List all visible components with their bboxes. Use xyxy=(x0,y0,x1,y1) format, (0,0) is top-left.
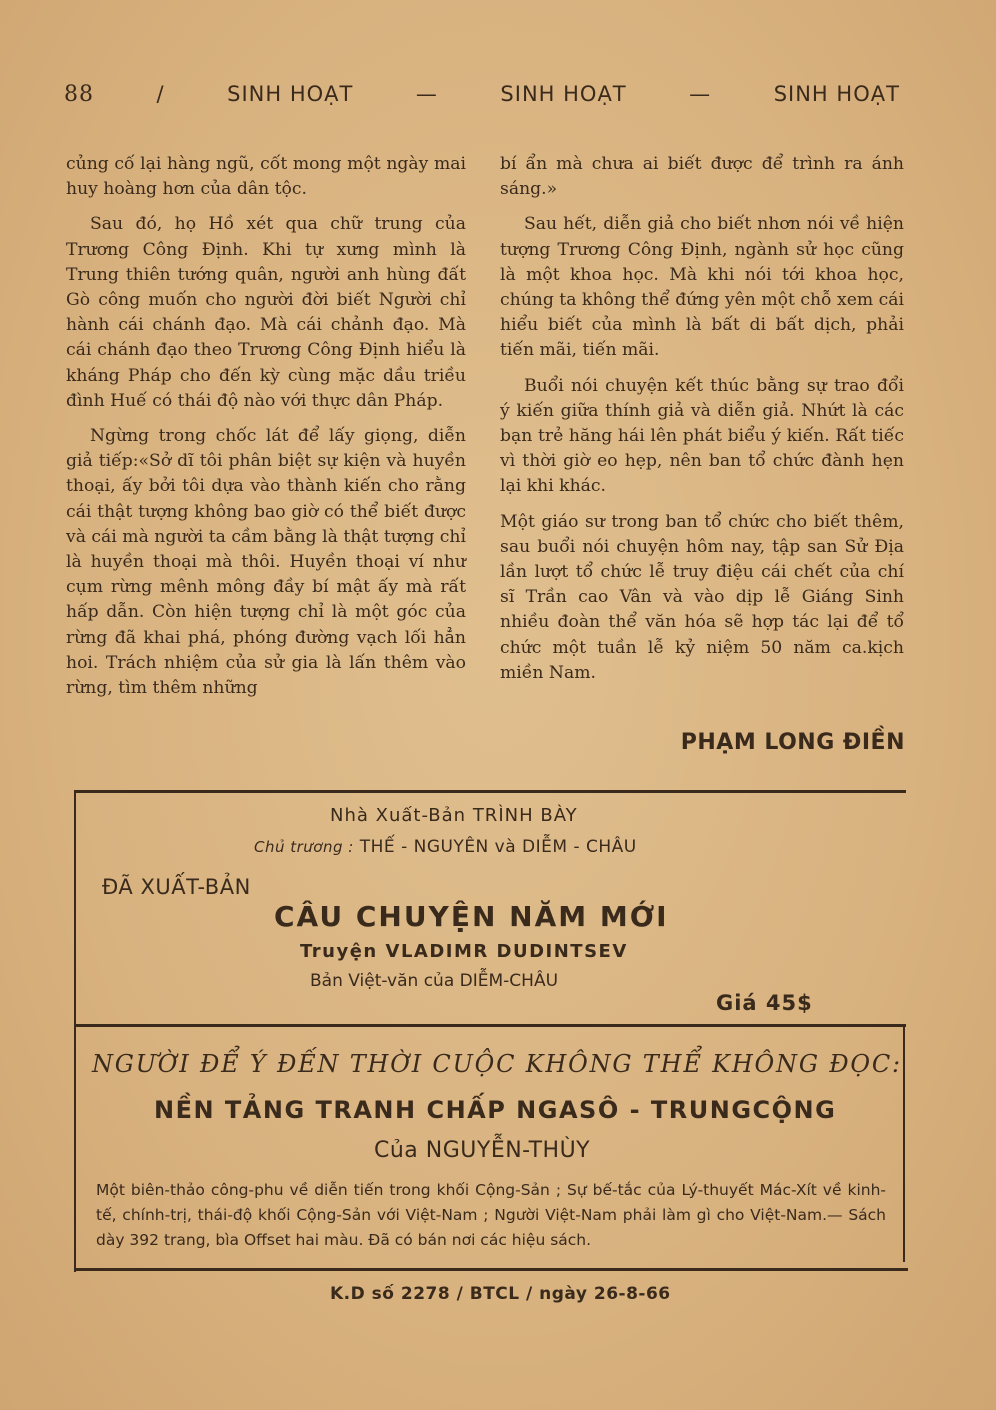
book-author: Truyện VLADIMR DUDINTSEV xyxy=(300,941,628,962)
ad-book-description: Một biên-thảo công-phu về diễn tiến trong khối Cộng-Sản ; Sự bế-tắc của Lý-thuyết Mác-Xít về kinh-tế, chính-trị, thái-độ khối Cộng-Sản với Việt-Nam ; Người Việt-Nam phải làm gì cho Việt-Nam.— Sách dày 392 trang, bìa Offset hai màu. Đã có bán nơi các hiệu sách. xyxy=(96,1181,886,1249)
article-left-column xyxy=(66,152,466,711)
article-paragraph: Ngừng trong chốc lát để lấy giọng, diễn giả tiếp:«Sở dĩ tôi phân biệt sự kiện và huyền thoại, ấy bởi tôi dựa vào thành kiến cho rằng cái thật tượng không bao giờ có thể biết được và cái mà người ta cầm bằng là thật tượng chỉ là huyền thoại mà thôi. Huyền thoại ví như cụm rừng mênh mông đầy bí mật ấy mà rất hấp dẫn. Còn hiện tượng chỉ là một góc của rừng đã khai phá, phóng đường vạch lối hẳn hoi. Trách nhiệm của sử gia là lấn thêm vào rừng, tìm thêm những xyxy=(66,426,466,699)
released-label: ĐÃ XUẤT-BẢN xyxy=(102,875,251,899)
article-paragraph: Sau hết, diễn giả cho biết nhơn nói về hiện tượng Trương Công Định, ngành sử học cũng là một khoa học. Mà khi nói tới khoa học, chúng ta không thể đứng yên một chỗ xem cái hiểu biết của mình là bất di bất dịch, phải tiến mãi, tiến mãi. xyxy=(500,214,905,361)
publisher-owners xyxy=(254,837,637,857)
running-title: SINH HOẠT xyxy=(227,82,354,106)
book-title: CÂU CHUYỆN NĂM MỚI xyxy=(274,900,669,933)
owners-prefix: Chủ trương : xyxy=(254,838,354,856)
header-dash: — xyxy=(689,82,712,106)
publisher-name: Nhà Xuất-Bản TRÌNH BÀY xyxy=(330,805,578,826)
article-author: PHẠM LONG ĐIỀN xyxy=(680,730,905,755)
article-paragraph: Buổi nói chuyện kết thúc bằng sự trao đổi ý kiến giữa thính giả và diễn giả. Nhứt là các bạn trẻ hăng hái lên phát biểu ý kiến. Rất tiếc vì thời giờ eo hẹp, nên ban tổ chức đành hẹn lại khi khác. xyxy=(500,375,904,497)
header-dash: — xyxy=(415,82,438,106)
ad-book-author: Của NGUYỄN-THÙY xyxy=(374,1138,591,1163)
must-read-advertisement xyxy=(76,1030,906,1270)
article-right-column xyxy=(500,152,904,696)
book-advertisement xyxy=(74,795,906,1025)
running-title: SINH HOẠT xyxy=(773,82,900,106)
book-translation: Bản Việt-văn của DIỄM-CHÂU xyxy=(310,971,559,991)
ad-headline: NGƯỜI ĐỂ Ý ĐẾN THỜI CUỘC KHÔNG THỂ KHÔNG ĐỌC: xyxy=(92,1050,902,1078)
header-separator: / xyxy=(156,82,165,106)
running-title: SINH HOẠT xyxy=(500,82,627,106)
page-number: 88 xyxy=(64,82,94,107)
ad-book-title: NỀN TẢNG TRANH CHẤP NGASÔ - TRUNGCỘNG xyxy=(154,1096,837,1124)
owners-names: THẾ - NGUYÊN và DIỄM - CHÂU xyxy=(359,837,637,857)
article-paragraph: bí ẩn mà chưa ai biết được để trình ra ánh sáng.» xyxy=(500,154,904,200)
article-paragraph: củng cố lại hàng ngũ, cốt mong một ngày mai huy hoàng hơn của dân tộc. xyxy=(66,154,466,200)
book-price: Giá 45$ xyxy=(716,991,813,1015)
article-paragraph: Sau đó, họ Hồ xét qua chữ trung của Trương Công Định. Khi tự xưng mình là Trung thiên tướng quân, người anh hùng đất Gò công muốn cho người đời biết Người chỉ hành cái chánh đạo. Mà cái chảnh đạo. Mà cái chánh đạo theo Trương Công Định hiểu là kháng Pháp cho đến kỳ cùng mặc dầu triều đình Huế có thái độ nào với thực dân Pháp. xyxy=(66,214,466,411)
ad-border-top xyxy=(74,790,906,793)
article-paragraph: Một giáo sư trong ban tổ chức cho biết thêm, sau buổi nói chuyện hôm nay, tập san Sử Địa lần lượt tổ chức lễ truy điệu cái chết của chí sĩ Trần cao Vân và vào dịp lễ Giáng Sinh nhiều đoàn thể văn hóa sẽ hợp tác lại để tổ chức một tuần lễ kỷ niệm 50 năm ca.kịch miền Nam. xyxy=(500,511,904,683)
running-header xyxy=(64,82,900,107)
publication-permit: K.D số 2278 / BTCL / ngày 26-8-66 xyxy=(330,1284,671,1304)
